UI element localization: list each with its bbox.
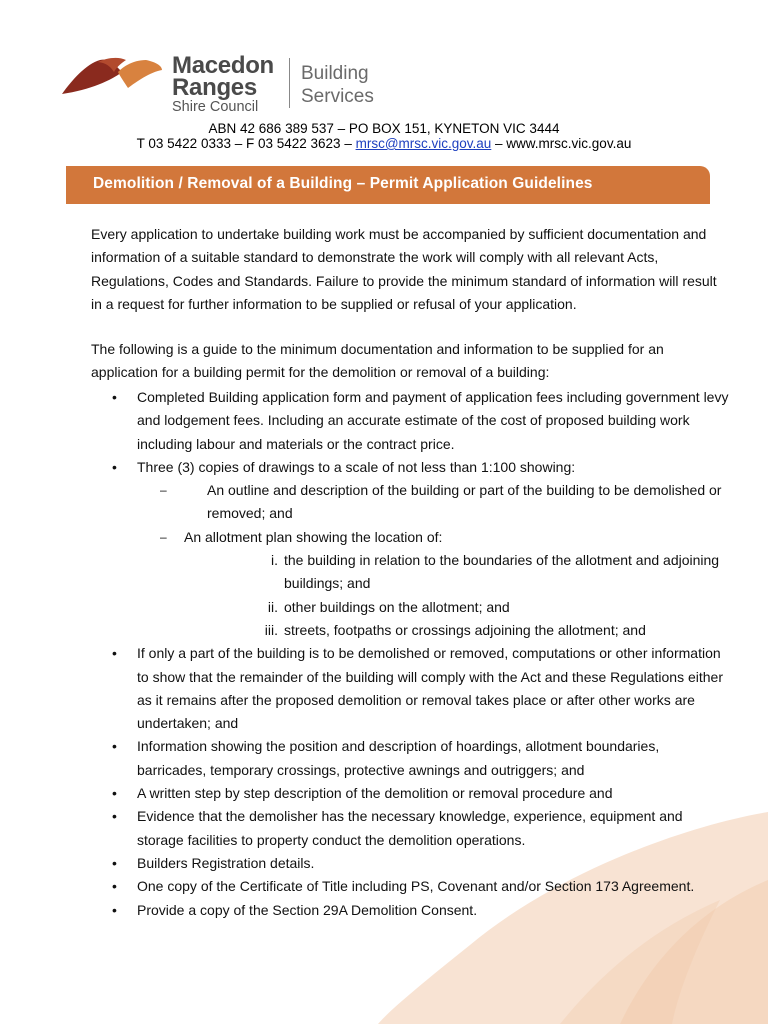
list-item-text: Provide a copy of the Section 29A Demolition Consent. [137, 901, 478, 918]
list-item [91, 735, 731, 782]
council-name-line3: Shire Council [172, 99, 259, 115]
list-item-text: If only a part of the building is to be demolished or removed, computations or other information to show that the remainder of the building will comply with the Act and these Regulations either as it remains after the proposed demolition or removal takes place or after other works are undertaken; and [137, 645, 723, 732]
requirements-list [91, 386, 731, 922]
roman-numeral: ii. [267, 598, 278, 615]
list-item-text: Information showing the position and description of hoardings, allotment boundaries, barricades, temporary crossings, protective awnings and outriggers; and [137, 738, 660, 778]
title-banner [66, 166, 710, 204]
contact-details [0, 136, 768, 151]
dash-icon: – [160, 483, 167, 498]
roman-item-text: the building in relation to the boundaries of the allotment and adjoining buildings; and [284, 552, 720, 592]
bullet-icon: • [112, 785, 117, 802]
sublist-item-text: An outline and description of the building or part of the building to be demolished or removed; and [207, 482, 722, 522]
contact-website: – www.mrsc.vic.gov.au [491, 136, 632, 151]
department-line2: Services [301, 86, 374, 107]
roman-item [138, 549, 731, 596]
bullet-icon: • [112, 808, 117, 825]
department-name [301, 62, 374, 108]
roman-numeral: iii. [264, 621, 278, 638]
intro-paragraph: Every application to undertake building work must be accompanied by sufficient documentation and information of a suitable standard to demonstrate the work will comply with all relevant Acts, Regulations, Codes and Standards. Failure to provide the minimum standard of information will result in a request for further information to be supplied or refusal of your application. [91, 226, 717, 312]
list-item-text: Three (3) copies of drawings to a scale of not less than 1:100 showing: [137, 458, 576, 475]
roman-item [138, 596, 731, 619]
roman-item-text: other buildings on the allotment; and [284, 598, 510, 615]
list-item [91, 642, 731, 735]
bullet-icon: • [112, 389, 117, 405]
list-item [91, 782, 731, 805]
mountain-logo-icon [60, 56, 164, 96]
list-item-text: Evidence that the demolisher has the necessary knowledge, experience, equipment and storage facilities to property conduct the demolition operations. [137, 808, 683, 848]
list-item [91, 875, 731, 898]
bullet-icon: • [112, 901, 117, 918]
list-item-text: Builders Registration details. [137, 854, 315, 871]
council-name-line2: Ranges [172, 74, 257, 101]
roman-numeral: i. [271, 552, 278, 569]
guide-intro-paragraph: The following is a guide to the minimum documentation and information to be supplied for an application for a building permit for the demolition or removal of a building: [91, 341, 664, 381]
roman-item-text: streets, footpaths or crossings adjoining the allotment; and [284, 621, 646, 638]
bullet-icon: • [112, 458, 117, 475]
list-item [91, 899, 731, 922]
council-name [172, 52, 274, 116]
sublist-item [91, 526, 731, 642]
bullet-icon: • [112, 878, 117, 895]
dash-icon: – [160, 529, 167, 544]
roman-item [138, 619, 731, 642]
council-logo [60, 54, 400, 116]
list-item-text: One copy of the Certificate of Title including PS, Covenant and/or Section 173 Agreement. [137, 878, 695, 895]
drawings-sublist [137, 479, 731, 642]
list-item-text: Completed Building application form and payment of application fees including government levy and lodgement fees. Including an accurate estimate of the cost of proposed building work including labour and materials or the contract price. [137, 389, 729, 452]
sublist-item-text: An allotment plan showing the location of: [184, 528, 443, 545]
list-item-text: A written step by step description of the demolition or removal procedure and [137, 785, 613, 802]
council-name-line1: Macedon [172, 52, 274, 79]
document-title: Demolition / Removal of a Building – Permit Application Guidelines [93, 175, 593, 192]
list-item [91, 456, 731, 642]
allotment-plan-list [184, 549, 731, 642]
list-item [91, 386, 731, 456]
list-item [91, 852, 731, 875]
contact-address: ABN 42 686 389 537 – PO BOX 151, KYNETON VIC 3444 [208, 121, 560, 136]
contact-phone-fax: T 03 5422 0333 – F 03 5422 3623 – [136, 136, 356, 151]
bullet-icon: • [112, 854, 117, 871]
department-line1: Building [301, 63, 369, 84]
contact-email-link[interactable]: mrsc@mrsc.vic.gov.au [355, 136, 492, 151]
list-item [91, 805, 731, 852]
logo-divider [289, 58, 290, 108]
bullet-icon: • [112, 645, 117, 662]
sublist-item [91, 479, 731, 526]
bullet-icon: • [112, 738, 117, 755]
